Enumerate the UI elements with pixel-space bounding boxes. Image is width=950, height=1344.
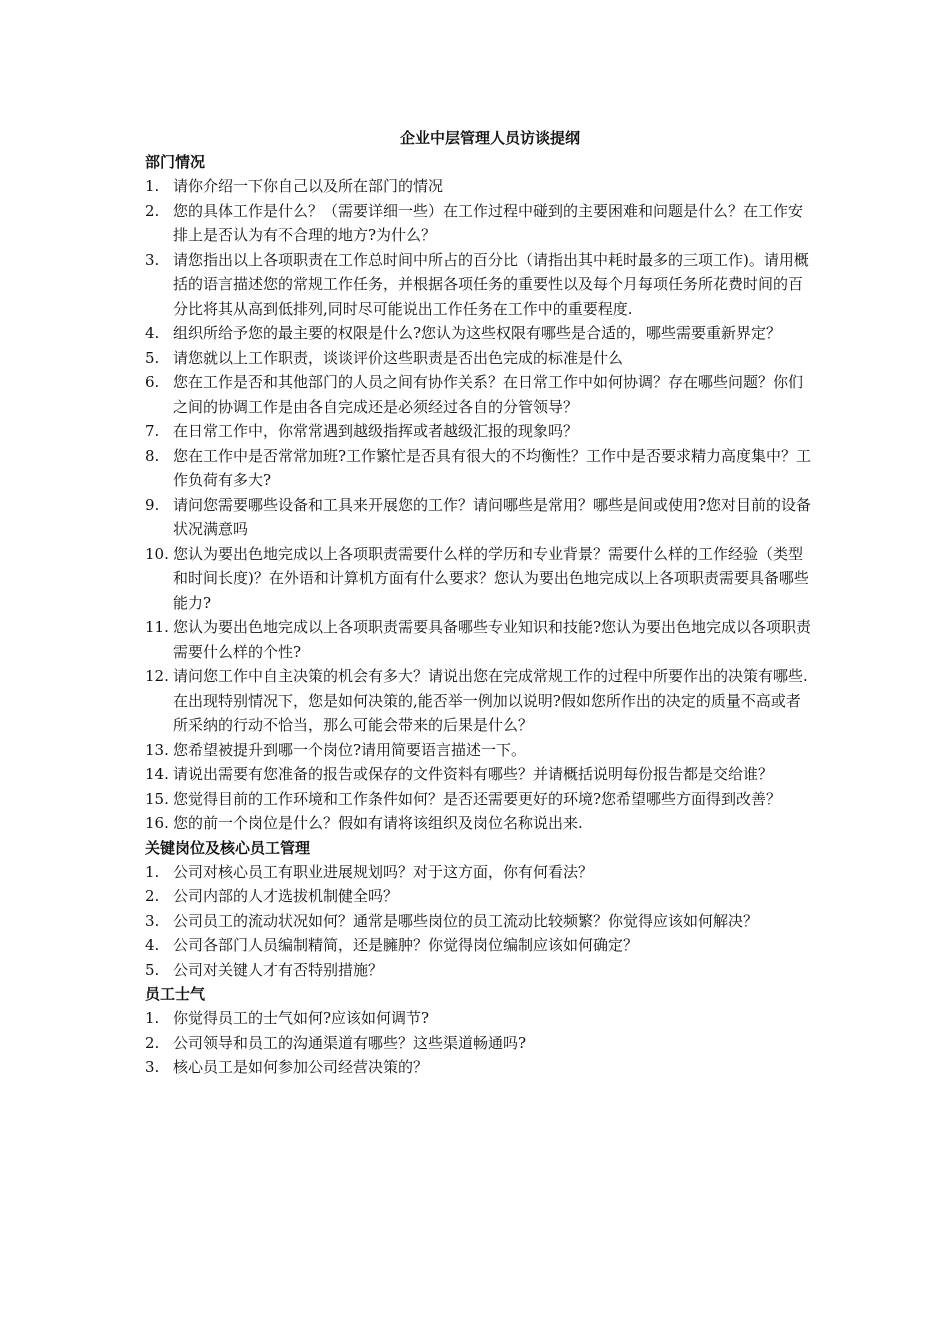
question-item <box>145 174 815 199</box>
question-number: 2. <box>145 201 160 220</box>
question-item <box>145 738 815 763</box>
question-number: 2. <box>145 887 160 905</box>
question-item <box>145 1031 815 1056</box>
sections-container <box>145 150 815 1080</box>
question-text: 在日常工作中，你常常遇到越级指挥或者越级汇报的现象吗？ <box>173 422 579 440</box>
section-heading: 部门情况 <box>145 153 206 171</box>
question-item <box>145 199 815 248</box>
question-text: 您的前一个岗位是什么？假如有请将该组织及岗位名称说出来. <box>173 814 583 832</box>
question-number: 6. <box>145 373 160 391</box>
question-text: 您希望被提升到哪一个岗位?请用简要语言描述一下。 <box>173 740 527 759</box>
question-text: 您认为要出色地完成以上各项职责需要什么样的学历和专业背景？需要什么样的工作经验（类型和时间长度)？在外语和计算机方面有什么要求？您认为要出色地完成以上各项职责需要具备哪些能力? <box>173 544 809 612</box>
question-text: 您的具体工作是什么？（需要详细一些）在工作过程中碰到的主要困难和问题是什么？在工作安排上是否认为有不合理的地方?为什么？ <box>173 201 804 244</box>
question-number: 7. <box>145 422 160 440</box>
question-text: 您觉得目前的工作环境和工作条件如何？是否还需要更好的环境?您希望哪些方面得到改善？ <box>173 789 782 808</box>
question-number: 13. <box>145 740 169 759</box>
question-item <box>145 248 815 322</box>
question-number: 11. <box>145 618 169 636</box>
question-text: 请您指出以上各项职责在工作总时间中所占的百分比（请指出其中耗时最多的三项工作)。请用概括的语言描述您的常规工作任务，并根据各项任务的重要性以及每个月每项任务所花费时间的百分比将其从高到低排列,同时尽可能说出工作任务在工作中的重要程度. <box>173 250 809 318</box>
question-number: 1. <box>145 177 160 195</box>
question-item <box>145 762 815 787</box>
question-number: 4. <box>145 324 160 342</box>
question-item <box>145 493 815 542</box>
question-item <box>145 811 815 836</box>
question-item <box>145 321 815 346</box>
question-item <box>145 958 815 983</box>
question-item <box>145 615 815 664</box>
question-text: 请您就以上工作职责，谈谈评价这些职责是否出色完成的标准是什么 <box>173 348 624 367</box>
question-text: 公司领导和员工的沟通渠道有哪些？这些渠道畅通吗? <box>173 1033 527 1052</box>
question-number: 3. <box>145 911 160 930</box>
question-text: 公司员工的流动状况如何？通常是哪些岗位的员工流动比较频繁？你觉得应该如何解决？ <box>173 911 759 930</box>
question-item <box>145 860 815 885</box>
question-item <box>145 346 815 371</box>
question-number: 2. <box>145 1033 160 1052</box>
question-text: 您在工作是否和其他部门的人员之间有协作关系？在日常工作中如何协调？存在哪些问题？你们之间的协调工作是由各自完成还是必须经过各自的分管领导？ <box>173 373 804 416</box>
document-body <box>145 126 815 1080</box>
question-list <box>145 1006 815 1080</box>
question-item <box>145 1006 815 1031</box>
question-text: 请说出需要有您准备的报告或保存的文件资料有哪些？并请概括说明每份报告都是交给谁？ <box>173 765 774 783</box>
question-text: 请问您需要哪些设备和工具来开展您的工作？请问哪些是常用？哪些是间或使用?您对目前的设备状况满意吗 <box>173 495 812 538</box>
question-item <box>145 884 815 909</box>
question-item <box>145 419 815 444</box>
question-text: 公司内部的人才选拔机制健全吗？ <box>173 887 399 905</box>
question-number: 10. <box>145 544 169 563</box>
question-number: 9. <box>145 495 160 514</box>
question-text: 公司对关键人才有否特别措施？ <box>173 960 384 979</box>
question-number: 4. <box>145 936 160 954</box>
question-list <box>145 860 815 983</box>
question-text: 您在工作中是否常常加班?工作繁忙是否具有很大的不均衡性？工作中是否要求精力高度集中？工作负荷有多大? <box>173 446 812 489</box>
question-number: 15. <box>145 789 169 808</box>
question-item <box>145 909 815 934</box>
question-item <box>145 933 815 958</box>
question-item <box>145 370 815 419</box>
question-text: 你觉得员工的士气如何?应该如何调节? <box>173 1009 430 1027</box>
question-number: 8. <box>145 446 160 465</box>
question-number: 5. <box>145 348 160 367</box>
question-text: 请问您工作中自主决策的机会有多大？请说出您在完成常规工作的过程中所要作出的决策有哪些.在出现特别情况下，您是如何决策的,能否举一例加以说明?假如您所作出的决定的质量不高或者所采纳的行动不恰当，那么可能会带来的后果是什么？ <box>173 667 808 734</box>
question-number: 1. <box>145 1009 160 1027</box>
question-number: 3. <box>145 250 160 269</box>
question-number: 1. <box>145 862 160 881</box>
document-title: 企业中层管理人员访谈提纲 <box>399 129 580 147</box>
question-item <box>145 542 815 616</box>
question-item <box>145 444 815 493</box>
question-number: 3. <box>145 1058 160 1076</box>
question-number: 14. <box>145 765 169 783</box>
question-text: 组织所给予您的最主要的权限是什么?您认为这些权限有哪些是合适的，哪些需要重新界定？ <box>173 324 782 342</box>
section-heading: 员工士气 <box>145 985 206 1003</box>
question-text: 核心员工是如何参加公司经营决策的？ <box>173 1058 429 1076</box>
question-item <box>145 1055 815 1080</box>
question-number: 5. <box>145 960 160 979</box>
section-heading: 关键岗位及核心员工管理 <box>145 838 311 857</box>
question-text: 您认为要出色地完成以上各项职责需要具备哪些专业知识和技能?您认为要出色地完成以各项职责需要什么样的个性? <box>173 618 812 661</box>
question-number: 12. <box>145 667 169 685</box>
question-text: 公司各部门人员编制精简，还是臃肿？你觉得岗位编制应该如何确定？ <box>173 936 639 954</box>
question-text: 请你介绍一下你自己以及所在部门的情况 <box>173 177 444 195</box>
question-list <box>145 174 815 836</box>
question-number: 16. <box>145 814 169 832</box>
question-item <box>145 664 815 738</box>
question-item <box>145 787 815 812</box>
question-text: 公司对核心员工有职业进展规划吗？对于这方面，你有何看法？ <box>173 862 594 881</box>
